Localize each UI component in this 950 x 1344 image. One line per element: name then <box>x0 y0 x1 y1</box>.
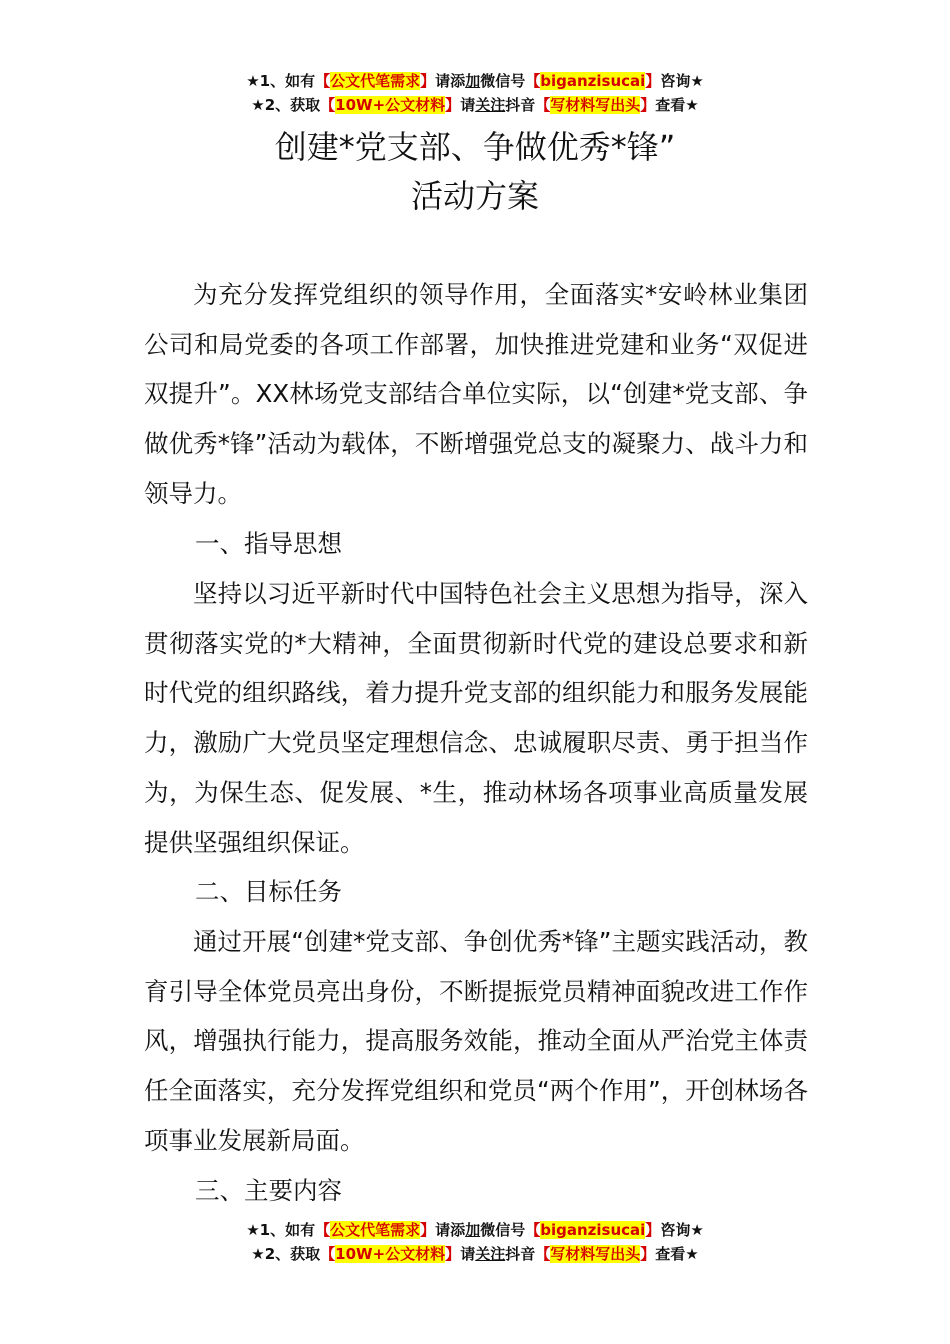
section-1-body: 坚持以习近平新时代中国特色社会主义思想为指导，深入贯彻落实党的*大精神，全面贯彻新时代党的建设总要求和新时代党的组织路线，着力提升党支部的组织能力和服务发展能力，激励广大党员坚定理想信念、忠诚履职尽责、勇于担当作为，为保生态、促发展、*生，推动林场各项事业高质量发展提供坚强组织保证。 <box>144 579 808 857</box>
promo-mid-underlined: 关注 <box>475 96 506 114</box>
promo-mid-end: 微信号 <box>480 1221 526 1239</box>
promo-suffix: 查看★ <box>655 1245 699 1263</box>
footer-promo-line-1 <box>0 1219 950 1241</box>
promo-highlight-wechat-id: biganzisucai <box>540 72 646 90</box>
promo-mid: 请添 <box>435 1221 466 1239</box>
section-3-heading: 三、主要内容 <box>195 1176 342 1205</box>
bracket-close-2: 】 <box>645 72 661 90</box>
header-promo-line-2 <box>0 94 950 116</box>
promo-highlight-materials: 10W+公文材料 <box>335 96 446 114</box>
promo-mid: 请 <box>460 1245 476 1263</box>
section-2-body: 通过开展“创建*党支部、争创优秀*锋”主题实践活动，教育引导全体党员亮出身份，不断提振党员精神面貌改进工作作风，增强执行能力，提高服务效能，推动全面从严治党主体责任全面落实，充分发挥党组织和党员“两个作用”，开创林场各项事业发展新局面。 <box>144 927 808 1155</box>
promo-prefix: ★1、如有 <box>246 72 316 90</box>
bracket-close-2: 】 <box>640 96 656 114</box>
promo-highlight-douyin-account: 写材料写出头 <box>550 1245 641 1263</box>
promo-highlight-wechat-id: biganzisucai <box>540 1221 646 1239</box>
promo-mid-underlined: 关注 <box>475 1245 506 1263</box>
promo-highlight-materials: 10W+公文材料 <box>335 1245 446 1263</box>
document-title-line-1: 创建*党支部、争做优秀*锋” <box>274 128 676 166</box>
promo-suffix: 咨询★ <box>660 1221 704 1239</box>
header-promo-line-1 <box>0 70 950 92</box>
bracket-open: 【 <box>315 72 331 90</box>
bracket-open-2: 【 <box>525 1221 541 1239</box>
intro-paragraph: 为充分发挥党组织的领导作用，全面落实*安岭林业集团公司和局党委的各项工作部署，加快推进党建和业务“双促进双提升”。XX林场党支部结合单位实际，以“创建*党支部、争做优秀*锋”活动为载体，不断增强党总支的凝聚力、战斗力和领导力。 <box>144 280 808 508</box>
document-title-line-2: 活动方案 <box>410 177 539 215</box>
bracket-open-2: 【 <box>525 72 541 90</box>
promo-suffix: 咨询★ <box>660 72 704 90</box>
promo-prefix: ★2、获取 <box>251 96 321 114</box>
promo-prefix: ★2、获取 <box>251 1245 321 1263</box>
promo-mid: 请添 <box>435 72 466 90</box>
promo-mid-end: 抖音 <box>505 96 536 114</box>
bracket-close-2: 】 <box>640 1245 656 1263</box>
bracket-open-2: 【 <box>535 96 551 114</box>
promo-highlight-service: 公文代笔需求 <box>330 72 421 90</box>
bracket-open: 【 <box>320 1245 336 1263</box>
bracket-open: 【 <box>320 96 336 114</box>
promo-highlight-service: 公文代笔需求 <box>330 1221 421 1239</box>
bracket-close: 】 <box>420 1221 436 1239</box>
section-1-heading: 一、指导思想 <box>195 529 342 558</box>
promo-mid-underlined: 加 <box>465 72 481 90</box>
bracket-open: 【 <box>315 1221 331 1239</box>
promo-suffix: 查看★ <box>655 96 699 114</box>
bracket-close: 】 <box>445 96 461 114</box>
bracket-open-2: 【 <box>535 1245 551 1263</box>
promo-mid-end: 抖音 <box>505 1245 536 1263</box>
promo-mid-underlined: 加 <box>465 1221 481 1239</box>
promo-mid-end: 微信号 <box>480 72 526 90</box>
bracket-close: 】 <box>420 72 436 90</box>
promo-prefix: ★1、如有 <box>246 1221 316 1239</box>
section-2-heading: 二、目标任务 <box>195 877 342 906</box>
bracket-close: 】 <box>445 1245 461 1263</box>
footer-promo-line-2 <box>0 1243 950 1265</box>
promo-highlight-douyin-account: 写材料写出头 <box>550 96 641 114</box>
promo-mid: 请 <box>460 96 476 114</box>
bracket-close-2: 】 <box>645 1221 661 1239</box>
